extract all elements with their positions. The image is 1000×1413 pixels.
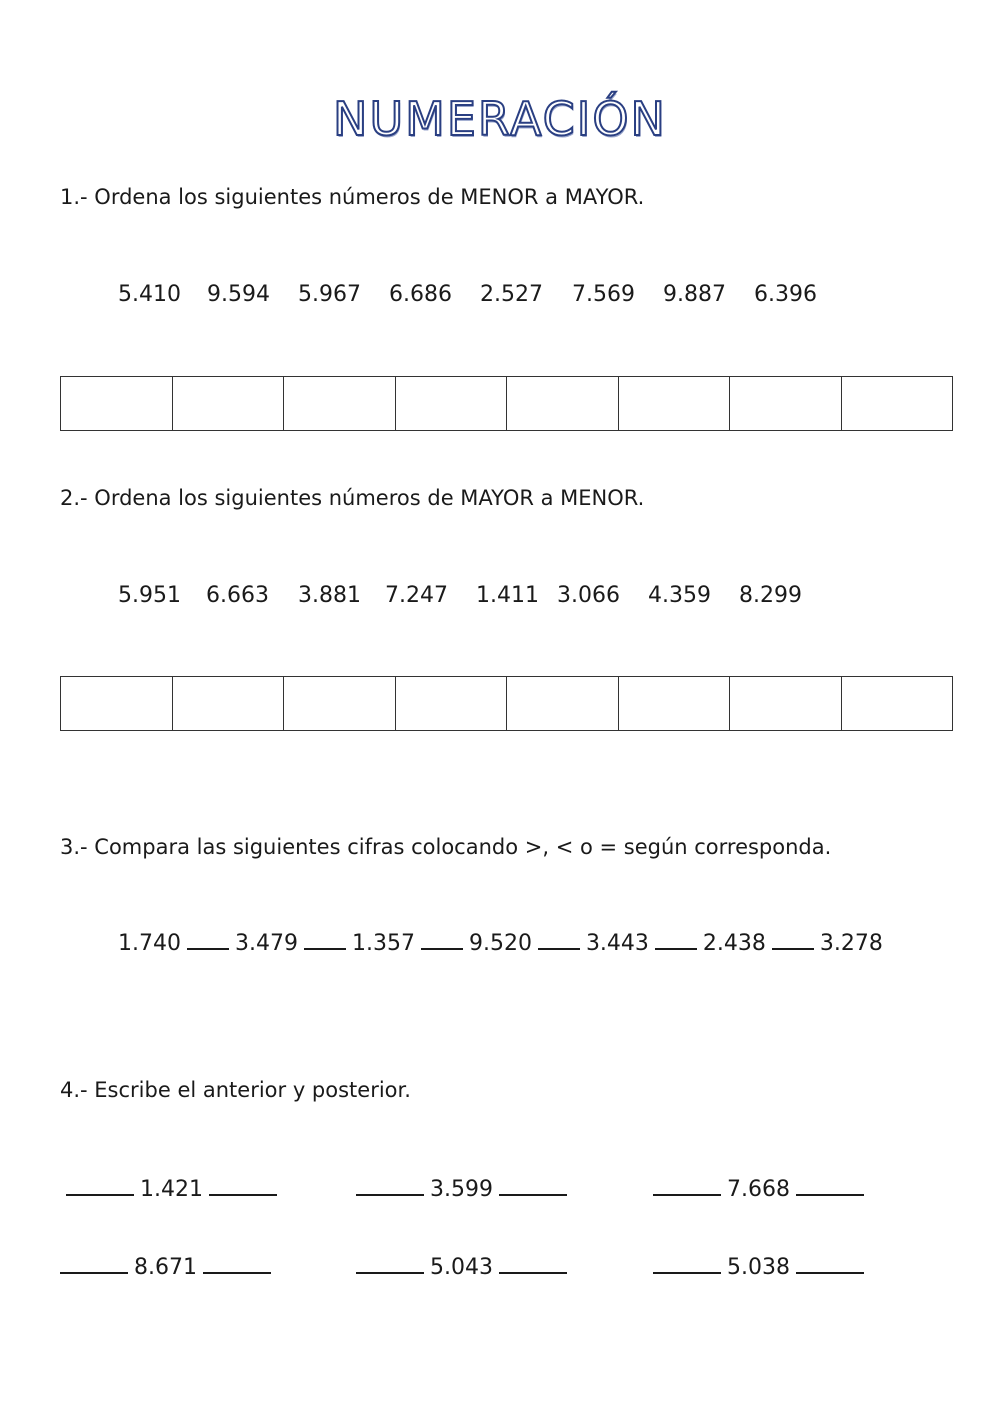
q1-number: 5.967 [298, 282, 361, 307]
answer-cell[interactable] [842, 377, 953, 430]
answer-cell[interactable] [396, 677, 508, 730]
q2-number: 5.951 [118, 583, 181, 608]
q2-number: 3.066 [557, 583, 620, 608]
before-blank[interactable] [60, 1254, 128, 1274]
q1-number: 9.594 [207, 282, 270, 307]
q2-number: 4.359 [648, 583, 711, 608]
before-blank[interactable] [653, 1176, 721, 1196]
question-2-prompt: 2.- Ordena los siguientes números de MAYOR a MENOR. [60, 486, 645, 510]
question-2-numbers [0, 583, 1000, 613]
q3-number: 2.438 [702, 931, 766, 956]
answer-cell[interactable] [396, 377, 508, 430]
q2-number: 7.247 [385, 583, 448, 608]
neighbor-item [647, 1254, 870, 1280]
q3-number: 1.357 [351, 931, 415, 956]
neighbor-item [350, 1176, 573, 1202]
answer-cell[interactable] [284, 677, 396, 730]
answer-cell[interactable] [619, 377, 731, 430]
q1-number: 6.686 [389, 282, 452, 307]
after-blank[interactable] [499, 1176, 567, 1196]
q1-number: 5.410 [118, 282, 181, 307]
compare-blank[interactable] [772, 930, 814, 950]
answer-cell[interactable] [619, 677, 731, 730]
q2-number: 8.299 [739, 583, 802, 608]
after-blank[interactable] [796, 1254, 864, 1274]
neighbor-item [647, 1176, 870, 1202]
question-1-numbers [0, 282, 1000, 312]
question-4-prompt: 4.- Escribe el anterior y posterior. [60, 1078, 411, 1102]
neighbor-item [350, 1254, 573, 1280]
q3-number: 9.520 [468, 931, 532, 956]
answer-grid-2 [60, 676, 953, 731]
answer-cell[interactable] [842, 677, 953, 730]
answer-cell[interactable] [173, 677, 285, 730]
q3-number: 3.479 [234, 931, 298, 956]
question-3-prompt: 3.- Compara las siguientes cifras colocando >, < o = según corresponda. [60, 835, 832, 859]
after-blank[interactable] [203, 1254, 271, 1274]
q4-number: 8.671 [134, 1255, 197, 1280]
neighbor-item [54, 1254, 277, 1280]
q4-number: 1.421 [140, 1177, 203, 1202]
before-blank[interactable] [66, 1176, 134, 1196]
answer-cell[interactable] [507, 677, 619, 730]
answer-cell[interactable] [507, 377, 619, 430]
q4-number: 7.668 [727, 1177, 790, 1202]
q1-number: 2.527 [480, 282, 543, 307]
q3-number: 3.278 [819, 931, 883, 956]
q2-number: 1.411 [476, 583, 539, 608]
after-blank[interactable] [209, 1176, 277, 1196]
answer-cell[interactable] [730, 377, 842, 430]
q4-number: 5.038 [727, 1255, 790, 1280]
compare-blank[interactable] [421, 930, 463, 950]
after-blank[interactable] [796, 1176, 864, 1196]
before-blank[interactable] [653, 1254, 721, 1274]
q1-number: 9.887 [663, 282, 726, 307]
page-title: NUMERACIÓN [333, 92, 667, 146]
neighbor-item [60, 1176, 283, 1202]
compare-blank[interactable] [304, 930, 346, 950]
answer-cell[interactable] [284, 377, 396, 430]
compare-blank[interactable] [655, 930, 697, 950]
q3-number: 1.740 [118, 931, 181, 956]
q4-number: 5.043 [430, 1255, 493, 1280]
before-blank[interactable] [356, 1254, 424, 1274]
q2-number: 3.881 [298, 583, 361, 608]
answer-cell[interactable] [61, 677, 173, 730]
compare-blank[interactable] [187, 930, 229, 950]
question-1-prompt: 1.- Ordena los siguientes números de MENOR a MAYOR. [60, 185, 645, 209]
q1-number: 7.569 [572, 282, 635, 307]
q1-number: 6.396 [754, 282, 817, 307]
answer-grid-1 [60, 376, 953, 431]
comparison-row [118, 930, 883, 956]
q3-number: 3.443 [585, 931, 649, 956]
after-blank[interactable] [499, 1254, 567, 1274]
q2-number: 6.663 [206, 583, 269, 608]
answer-cell[interactable] [730, 677, 842, 730]
compare-blank[interactable] [538, 930, 580, 950]
before-blank[interactable] [356, 1176, 424, 1196]
answer-cell[interactable] [173, 377, 285, 430]
answer-cell[interactable] [61, 377, 173, 430]
q4-number: 3.599 [430, 1177, 493, 1202]
